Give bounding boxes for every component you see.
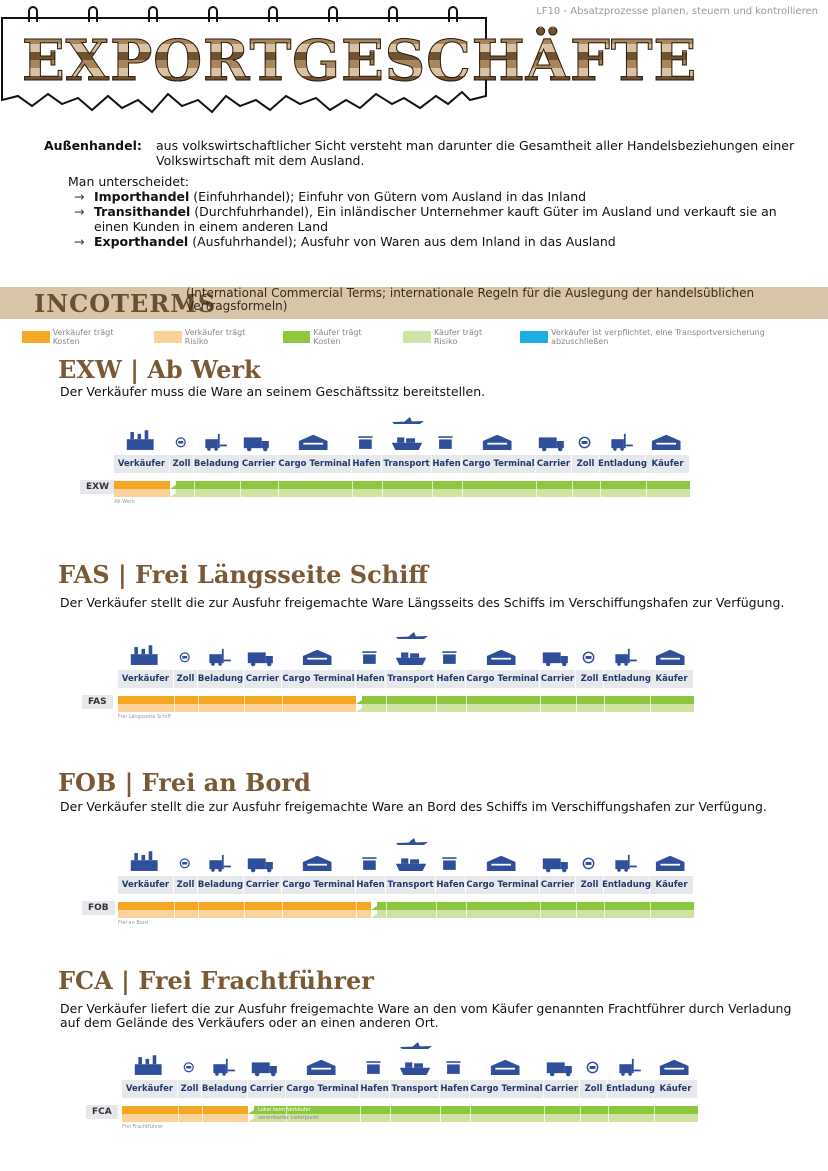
airplane-icon bbox=[398, 1038, 434, 1050]
stage-label: Hafen bbox=[432, 455, 462, 473]
stage-divider bbox=[282, 696, 283, 704]
term-description: Der Verkäufer stellt die zur Ausfuhr freigemachte Ware an Bord des Schiffs im Verschiffungshafen zur Verfügung. bbox=[60, 799, 767, 814]
stage-label: Transport bbox=[386, 670, 436, 688]
stage-divider bbox=[544, 1114, 545, 1122]
cost-risk-bars bbox=[118, 902, 694, 918]
stage-divider bbox=[572, 489, 573, 497]
stage-label: Zoll bbox=[576, 876, 604, 894]
term-description: Der Verkäufer stellt die zur Ausfuhr freigemachte Ware Längsseits des Schiffs im Verschiffungshafen zur Verfügung. bbox=[60, 595, 785, 610]
stage-divider bbox=[356, 704, 357, 712]
warehouse-icon bbox=[282, 850, 356, 874]
stage-label: Carrier bbox=[544, 1080, 580, 1098]
seller-segment bbox=[118, 696, 356, 704]
buyer-segment bbox=[371, 902, 694, 910]
stage-divider bbox=[466, 910, 467, 918]
stage-label: Carrier bbox=[244, 876, 282, 894]
truck-icon bbox=[540, 644, 576, 668]
truck-icon bbox=[536, 429, 572, 453]
stage-label: Verkäufer bbox=[118, 670, 174, 688]
stage-divider bbox=[278, 481, 279, 489]
bar-caption: Ab Werk bbox=[114, 499, 135, 505]
stage-divider bbox=[650, 696, 651, 704]
cost-risk-bars bbox=[122, 1106, 698, 1122]
stage-divider bbox=[608, 1114, 609, 1122]
stage-divider bbox=[466, 696, 467, 704]
stage-divider bbox=[178, 1106, 179, 1114]
term-code: FAS bbox=[82, 695, 113, 709]
factory-icon bbox=[118, 644, 174, 668]
stage-divider bbox=[386, 704, 387, 712]
term-heading: FAS | Frei Längsseite Schiff bbox=[58, 560, 429, 589]
item-term: Importhandel bbox=[94, 189, 190, 204]
stage-divider bbox=[356, 902, 357, 910]
incoterms-description: (International Commercial Terms; internationale Regeln für die Auslegung der handelsüblichen Vertragsformeln) bbox=[186, 286, 755, 313]
stage-label: Hafen bbox=[352, 455, 382, 473]
stage-divider bbox=[386, 902, 387, 910]
arrow-icon: → bbox=[74, 234, 85, 249]
term-heading: EXW | Ab Werk bbox=[58, 355, 261, 384]
stage-divider bbox=[650, 902, 651, 910]
definition-row bbox=[44, 138, 804, 168]
stage-label: Käufer bbox=[654, 1080, 698, 1098]
stage-divider bbox=[194, 481, 195, 489]
stage-divider bbox=[244, 902, 245, 910]
stage-divider bbox=[278, 489, 279, 497]
stage-label: Hafen bbox=[440, 1080, 470, 1098]
warehouse-icon bbox=[466, 850, 540, 874]
stage-label: Entladung bbox=[604, 670, 650, 688]
legend-label: Verkäufer ist verpflichtet, eine Transportversicherung abzuschließen bbox=[551, 328, 765, 346]
legend-item bbox=[403, 328, 502, 346]
stage-label: Zoll bbox=[576, 670, 604, 688]
airplane-icon bbox=[390, 413, 426, 425]
stage-divider bbox=[600, 481, 601, 489]
stage-divider bbox=[462, 481, 463, 489]
stage-divider bbox=[654, 1114, 655, 1122]
stage-divider bbox=[248, 1114, 249, 1122]
buyer-segment bbox=[371, 910, 694, 918]
term-heading: FCA | Frei Frachtführer bbox=[58, 966, 374, 995]
arrow-icon: → bbox=[74, 189, 85, 204]
stage-label: Cargo Terminal bbox=[282, 670, 356, 688]
warehouse-icon bbox=[466, 644, 540, 668]
item-text: (Einfuhrhandel); Einfuhr von Gütern vom Ausland in das Inland bbox=[193, 189, 587, 204]
term-description: Der Verkäufer liefert die zur Ausfuhr freigemachte Ware an den vom Käufer genannten Frachtführer durch Verladung auf dem Gelände des Verkäufers oder an einen anderen Ort. bbox=[60, 1001, 792, 1030]
forklift-icon bbox=[600, 429, 646, 453]
stage-divider bbox=[576, 696, 577, 704]
cost-bar bbox=[118, 696, 694, 704]
stage-label: Transport bbox=[382, 455, 432, 473]
stage-divider bbox=[360, 1106, 361, 1114]
port-icon bbox=[436, 644, 466, 668]
legend bbox=[22, 330, 822, 344]
buyer-segment bbox=[356, 704, 694, 712]
stage-divider bbox=[608, 1106, 609, 1114]
stage-divider bbox=[432, 481, 433, 489]
legend-swatch bbox=[22, 331, 50, 343]
warehouse-icon bbox=[462, 429, 536, 453]
stage-label: Verkäufer bbox=[122, 1080, 178, 1098]
port-icon bbox=[432, 429, 462, 453]
stage-divider bbox=[282, 704, 283, 712]
stage-divider bbox=[352, 481, 353, 489]
warehouse-icon bbox=[282, 644, 356, 668]
stage-label: Zoll bbox=[170, 455, 194, 473]
stage-label: Carrier bbox=[248, 1080, 286, 1098]
stage-divider bbox=[174, 910, 175, 918]
cost-bar bbox=[114, 481, 690, 489]
bar-note: vereinbarter Lieferpunkt bbox=[258, 1115, 320, 1121]
stage-divider bbox=[604, 696, 605, 704]
stage-divider bbox=[282, 902, 283, 910]
forklift-icon bbox=[608, 1054, 654, 1078]
legend-label: Käufer trägt Kosten bbox=[313, 328, 362, 346]
stage-label: Hafen bbox=[356, 876, 386, 894]
ship-icon bbox=[386, 850, 436, 874]
stage-divider bbox=[356, 910, 357, 918]
warehouse-icon bbox=[286, 1054, 360, 1078]
incoterms-band bbox=[0, 287, 828, 319]
stage-divider bbox=[650, 910, 651, 918]
airplane-icon bbox=[394, 834, 430, 846]
stage-divider bbox=[646, 489, 647, 497]
stage-label: Cargo Terminal bbox=[466, 670, 540, 688]
item-term: Transithandel bbox=[94, 204, 191, 219]
legend-label: Verkäufer trägt Risiko bbox=[184, 328, 246, 346]
stage-divider bbox=[202, 1114, 203, 1122]
ship-icon bbox=[390, 1054, 440, 1078]
stage-label: Cargo Terminal bbox=[282, 876, 356, 894]
legend-swatch bbox=[154, 331, 182, 343]
stage-divider bbox=[540, 704, 541, 712]
bar-caption: Frei an Bord bbox=[118, 920, 148, 926]
customs-icon bbox=[572, 429, 600, 453]
legend-swatch bbox=[283, 331, 311, 343]
stage-divider bbox=[382, 489, 383, 497]
stage-divider bbox=[576, 704, 577, 712]
stage-divider bbox=[170, 489, 171, 497]
truck-icon bbox=[244, 850, 282, 874]
stage-divider bbox=[576, 902, 577, 910]
stage-divider bbox=[436, 704, 437, 712]
stage-label: Cargo Terminal bbox=[462, 455, 536, 473]
stage-label: Entladung bbox=[600, 455, 646, 473]
stage-icons bbox=[118, 848, 738, 874]
stage-label: Zoll bbox=[572, 455, 600, 473]
stage-divider bbox=[386, 910, 387, 918]
legend-item bbox=[154, 328, 265, 346]
cost-risk-bars bbox=[114, 481, 690, 497]
forklift-icon bbox=[604, 644, 650, 668]
factory-icon bbox=[114, 429, 170, 453]
stage-label: Käufer bbox=[650, 876, 694, 894]
seller-segment bbox=[114, 489, 170, 497]
stage-divider bbox=[282, 910, 283, 918]
trade-type-list bbox=[74, 189, 804, 249]
stage-label: Cargo Terminal bbox=[470, 1080, 544, 1098]
legend-label: Käufer trägt Risiko bbox=[433, 328, 483, 346]
stage-icons bbox=[122, 1052, 742, 1078]
legend-swatch bbox=[520, 331, 548, 343]
stage-divider bbox=[198, 910, 199, 918]
stage-icons bbox=[114, 427, 734, 453]
warehouse-icon bbox=[470, 1054, 544, 1078]
stage-divider bbox=[198, 902, 199, 910]
forklift-icon bbox=[604, 850, 650, 874]
stage-label: Hafen bbox=[360, 1080, 390, 1098]
stage-divider bbox=[240, 489, 241, 497]
stage-labels bbox=[118, 876, 694, 894]
legend-item bbox=[520, 328, 804, 346]
stage-labels bbox=[114, 455, 690, 473]
factory-icon bbox=[118, 850, 174, 874]
bar-caption: Frei Längsseite Schiff bbox=[118, 714, 171, 720]
warehouse-icon bbox=[650, 850, 694, 874]
bar-caption: Frei Frachtführer bbox=[122, 1124, 164, 1130]
stage-divider bbox=[466, 704, 467, 712]
stage-divider bbox=[244, 910, 245, 918]
term-code: EXW bbox=[80, 480, 115, 494]
stage-label: Hafen bbox=[436, 876, 466, 894]
warehouse-icon bbox=[654, 1054, 698, 1078]
buyer-segment bbox=[170, 481, 690, 489]
cost-risk-bars bbox=[118, 696, 694, 712]
port-icon bbox=[360, 1054, 390, 1078]
ship-icon bbox=[382, 429, 432, 453]
stage-divider bbox=[432, 489, 433, 497]
arrow-icon: → bbox=[74, 204, 85, 219]
stage-divider bbox=[540, 696, 541, 704]
customs-icon bbox=[174, 644, 198, 668]
port-icon bbox=[436, 850, 466, 874]
definition-text: aus volkswirtschaftlicher Sicht versteht man darunter die Gesamtheit aller Handelsbeziehungen einer Volkswirtschaft mit dem Ausland. bbox=[156, 138, 795, 168]
legend-item bbox=[22, 328, 136, 346]
stage-divider bbox=[194, 489, 195, 497]
list-item bbox=[74, 204, 804, 234]
stage-label: Hafen bbox=[356, 670, 386, 688]
customs-icon bbox=[174, 850, 198, 874]
stage-divider bbox=[436, 910, 437, 918]
forklift-icon bbox=[194, 429, 240, 453]
factory-icon bbox=[122, 1054, 178, 1078]
ship-icon bbox=[386, 644, 436, 668]
port-icon bbox=[356, 850, 386, 874]
warehouse-icon bbox=[650, 644, 694, 668]
stage-label: Verkäufer bbox=[114, 455, 170, 473]
truck-icon bbox=[540, 850, 576, 874]
stage-divider bbox=[390, 1114, 391, 1122]
buyer-segment bbox=[356, 696, 694, 704]
cost-bar bbox=[122, 1106, 698, 1114]
seller-segment bbox=[118, 704, 356, 712]
term-heading: FOB | Frei an Bord bbox=[58, 768, 311, 797]
customs-icon bbox=[178, 1054, 202, 1078]
stage-icons bbox=[118, 642, 738, 668]
risk-bar bbox=[114, 489, 690, 497]
truck-icon bbox=[244, 644, 282, 668]
stage-label: Zoll bbox=[580, 1080, 608, 1098]
stage-divider bbox=[470, 1114, 471, 1122]
warehouse-icon bbox=[278, 429, 352, 453]
stage-divider bbox=[352, 489, 353, 497]
stage-label: Cargo Terminal bbox=[466, 876, 540, 894]
customs-icon bbox=[580, 1054, 608, 1078]
stage-label: Beladung bbox=[202, 1080, 248, 1098]
truck-icon bbox=[240, 429, 278, 453]
list-item bbox=[74, 189, 804, 204]
stage-divider bbox=[440, 1114, 441, 1122]
stage-divider bbox=[604, 910, 605, 918]
stage-divider bbox=[580, 1106, 581, 1114]
legend-swatch bbox=[403, 331, 431, 343]
stage-divider bbox=[360, 1114, 361, 1122]
distinguish-label: Man unterscheidet: bbox=[68, 174, 190, 189]
stage-label: Zoll bbox=[174, 876, 198, 894]
stage-divider bbox=[536, 489, 537, 497]
stage-divider bbox=[174, 704, 175, 712]
stage-label: Beladung bbox=[198, 670, 244, 688]
port-icon bbox=[440, 1054, 470, 1078]
definition-term: Außenhandel: bbox=[44, 138, 142, 153]
stage-label: Carrier bbox=[540, 876, 576, 894]
stage-divider bbox=[244, 704, 245, 712]
truck-icon bbox=[248, 1054, 286, 1078]
stage-divider bbox=[646, 481, 647, 489]
warehouse-icon bbox=[646, 429, 690, 453]
stage-labels bbox=[122, 1080, 698, 1098]
stage-divider bbox=[174, 696, 175, 704]
stage-label: Käufer bbox=[646, 455, 690, 473]
list-item bbox=[74, 234, 804, 249]
stage-label: Transport bbox=[390, 1080, 440, 1098]
port-icon bbox=[352, 429, 382, 453]
stage-divider bbox=[654, 1106, 655, 1114]
stage-divider bbox=[540, 910, 541, 918]
stage-divider bbox=[202, 1106, 203, 1114]
legend-item bbox=[283, 328, 386, 346]
stage-label: Carrier bbox=[536, 455, 572, 473]
stage-label: Carrier bbox=[240, 455, 278, 473]
stage-divider bbox=[174, 902, 175, 910]
risk-bar bbox=[118, 704, 694, 712]
stage-divider bbox=[386, 696, 387, 704]
stage-divider bbox=[580, 1114, 581, 1122]
stage-divider bbox=[240, 481, 241, 489]
stage-divider bbox=[604, 704, 605, 712]
stage-label: Hafen bbox=[436, 670, 466, 688]
stage-divider bbox=[198, 696, 199, 704]
stage-label: Beladung bbox=[198, 876, 244, 894]
stage-divider bbox=[440, 1106, 441, 1114]
customs-icon bbox=[576, 850, 604, 874]
stage-label: Zoll bbox=[178, 1080, 202, 1098]
stage-divider bbox=[244, 696, 245, 704]
stage-divider bbox=[248, 1106, 249, 1114]
term-code: FOB bbox=[82, 901, 115, 915]
stage-label: Verkäufer bbox=[118, 876, 174, 894]
item-term: Exporthandel bbox=[94, 234, 189, 249]
seller-segment bbox=[114, 481, 170, 489]
legend-label: Verkäufer trägt Kosten bbox=[52, 328, 114, 346]
stage-label: Käufer bbox=[650, 670, 694, 688]
airplane-icon bbox=[394, 628, 430, 640]
stage-divider bbox=[600, 489, 601, 497]
truck-icon bbox=[544, 1054, 580, 1078]
stage-label: Zoll bbox=[174, 670, 198, 688]
item-text: (Ausfuhrhandel); Ausfuhr von Waren aus dem Inland in das Ausland bbox=[192, 234, 616, 249]
aussenhandel-section bbox=[44, 138, 804, 249]
buyer-segment bbox=[170, 489, 690, 497]
stage-divider bbox=[576, 910, 577, 918]
stage-label: Cargo Terminal bbox=[278, 455, 352, 473]
stage-label: Carrier bbox=[244, 670, 282, 688]
term-code: FCA bbox=[86, 1105, 118, 1119]
cost-bar bbox=[118, 902, 694, 910]
stage-label: Beladung bbox=[194, 455, 240, 473]
stage-divider bbox=[170, 481, 171, 489]
port-icon bbox=[356, 644, 386, 668]
stage-divider bbox=[436, 696, 437, 704]
stage-divider bbox=[540, 902, 541, 910]
stage-divider bbox=[436, 902, 437, 910]
page-title: EXPORTGESCHÄFTE bbox=[22, 28, 698, 94]
forklift-icon bbox=[202, 1054, 248, 1078]
stage-label: Carrier bbox=[540, 670, 576, 688]
stage-label: Entladung bbox=[604, 876, 650, 894]
stage-labels bbox=[118, 670, 694, 688]
customs-icon bbox=[576, 644, 604, 668]
risk-bar bbox=[118, 910, 694, 918]
stage-divider bbox=[198, 704, 199, 712]
stage-divider bbox=[390, 1106, 391, 1114]
stage-divider bbox=[572, 481, 573, 489]
subject-note: LF10 - Absatzprozesse planen, steuern und kontrollieren bbox=[536, 6, 818, 17]
stage-label: Transport bbox=[386, 876, 436, 894]
stage-divider bbox=[470, 1106, 471, 1114]
stage-divider bbox=[650, 704, 651, 712]
stage-divider bbox=[536, 481, 537, 489]
stage-label: Cargo Terminal bbox=[286, 1080, 360, 1098]
stage-label: Entladung bbox=[608, 1080, 654, 1098]
seller-segment bbox=[122, 1106, 248, 1114]
item-text: (Durchfuhrhandel), Ein inländischer Unternehmer kauft Güter im Ausland und verkauft sie an einen Kunden in einem anderen Land bbox=[94, 204, 777, 234]
incoterms-title: INCOTERMS bbox=[34, 289, 217, 318]
buyer-segment bbox=[248, 1106, 698, 1114]
stage-divider bbox=[466, 902, 467, 910]
stage-divider bbox=[604, 902, 605, 910]
bar-note: Lokal beim Verkäufer bbox=[258, 1107, 311, 1113]
stage-divider bbox=[382, 481, 383, 489]
stage-divider bbox=[178, 1114, 179, 1122]
seller-segment bbox=[122, 1114, 248, 1122]
term-description: Der Verkäufer muss die Ware an seinem Geschäftssitz bereitstellen. bbox=[60, 384, 486, 399]
forklift-icon bbox=[198, 644, 244, 668]
stage-divider bbox=[462, 489, 463, 497]
forklift-icon bbox=[198, 850, 244, 874]
stage-divider bbox=[544, 1106, 545, 1114]
stage-divider bbox=[356, 696, 357, 704]
customs-icon bbox=[170, 429, 194, 453]
risk-bar bbox=[122, 1114, 698, 1122]
